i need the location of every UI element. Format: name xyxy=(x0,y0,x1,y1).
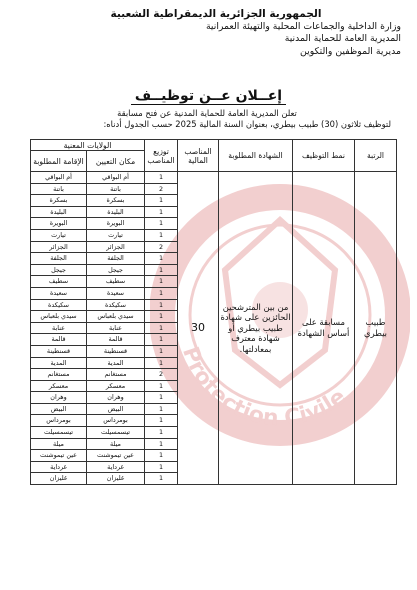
republic-name: الجمهورية الجزائرية الديمقراطية الشعبية xyxy=(110,8,322,20)
assignment-cell: قسنطينة xyxy=(87,345,145,357)
assignment-cell: باتنة xyxy=(87,183,145,195)
distribution-count-cell: 2 xyxy=(145,369,178,381)
residence-cell: مستغانم xyxy=(31,369,87,381)
distribution-count-cell: 1 xyxy=(145,403,178,415)
residence-cell: سطيف xyxy=(31,276,87,288)
residence-cell: جيجل xyxy=(31,264,87,276)
residence-cell: البليدة xyxy=(31,206,87,218)
header-recruitment-mode: نمط التوظيف xyxy=(293,140,355,172)
distribution-count-cell: 1 xyxy=(145,172,178,184)
residence-cell: تيسمسيلت xyxy=(31,427,87,439)
residence-cell: عنابة xyxy=(31,322,87,334)
residence-cell: معسكر xyxy=(31,380,87,392)
distribution-count-cell: 1 xyxy=(145,334,178,346)
distribution-count-cell: 1 xyxy=(145,438,178,450)
announcement-title-text: إعــلان عــن توظيــف xyxy=(131,88,286,105)
assignment-cell: مستغانم xyxy=(87,369,145,381)
residence-cell: باتنة xyxy=(31,183,87,195)
residence-cell: وهران xyxy=(31,392,87,404)
distribution-count-cell: 1 xyxy=(145,427,178,439)
assignment-cell: معسكر xyxy=(87,380,145,392)
residence-cell: الجلفة xyxy=(31,253,87,265)
diploma-cell: من بين المترشحين الحائزين على شهادة طبيب بيطري أو شهادة معترف بمعادلتها. xyxy=(219,172,293,485)
recruitment-mode-cell: مسابقة على أساس الشهادة xyxy=(293,172,355,485)
ministry-name: وزارة الداخلية والجماعات المحلية والتهيئة العمرانية xyxy=(205,20,401,32)
residence-cell: سعيدة xyxy=(31,287,87,299)
distribution-count-cell: 1 xyxy=(145,415,178,427)
assignment-cell: المدية xyxy=(87,357,145,369)
assignment-cell: أم البواقي xyxy=(87,172,145,184)
header-distribution: توزيع المناصب xyxy=(145,140,178,172)
directorate-general: المديرية العامة للحماية المدنية xyxy=(284,33,401,44)
residence-cell: الجزائر xyxy=(31,241,87,253)
residence-cell: بسكرة xyxy=(31,195,87,207)
distribution-count-cell: 1 xyxy=(145,380,178,392)
distribution-count-cell: 1 xyxy=(145,473,178,485)
assignment-cell: غرداية xyxy=(87,461,145,473)
distribution-count-cell: 2 xyxy=(145,183,178,195)
table-row xyxy=(31,172,397,184)
assignment-cell: البويرة xyxy=(87,218,145,230)
distribution-count-cell: 1 xyxy=(145,253,178,265)
residence-cell: ميلة xyxy=(31,438,87,450)
assignment-cell: سعيدة xyxy=(87,287,145,299)
letterhead xyxy=(71,8,401,58)
header-assignment: مكان التعيين xyxy=(87,151,145,172)
recruitment-table xyxy=(30,139,397,485)
residence-cell: البيض xyxy=(31,403,87,415)
distribution-count-cell: 1 xyxy=(145,357,178,369)
directorate-staff: مديرية الموظفين والتكوين xyxy=(300,45,401,57)
distribution-count-cell: 1 xyxy=(145,345,178,357)
assignment-cell: عين تيموشنت xyxy=(87,450,145,462)
assignment-cell: سطيف xyxy=(87,276,145,288)
assignment-cell: عنابة xyxy=(87,322,145,334)
header-financial-posts: المناصب المالية xyxy=(178,140,219,172)
residence-cell: عين تيموشنت xyxy=(31,450,87,462)
assignment-cell: وهران xyxy=(87,392,145,404)
residence-cell: سكيكدة xyxy=(31,299,87,311)
residence-cell: غرداية xyxy=(31,461,87,473)
residence-cell: سيدي بلعباس xyxy=(31,311,87,323)
intro-line-1: تعلن المديرية العامة للحماية المدنية عن فتح مسابقة xyxy=(117,108,297,118)
grade-cell: طبيب بيطري xyxy=(355,172,397,485)
assignment-cell: سيدي بلعباس xyxy=(87,311,145,323)
intro-paragraph xyxy=(17,108,397,130)
assignment-cell: الجلفة xyxy=(87,253,145,265)
distribution-count-cell: 1 xyxy=(145,206,178,218)
assignment-cell: البيض xyxy=(87,403,145,415)
announcement-title xyxy=(0,88,417,104)
distribution-count-cell: 1 xyxy=(145,450,178,462)
intro-line-2: لتوظيف ثلاثون (30) طبيب بيطري، بعنوان السنة المالية 2025 حسب الجدول أدناه: xyxy=(103,119,391,129)
assignment-cell: تيارت xyxy=(87,229,145,241)
header-residence: الإقامة المطلوبة xyxy=(31,151,87,172)
header-diploma: الشهادة المطلوبة xyxy=(219,140,293,172)
distribution-count-cell: 1 xyxy=(145,322,178,334)
distribution-count-cell: 1 xyxy=(145,229,178,241)
assignment-cell: غليزان xyxy=(87,473,145,485)
residence-cell: البويرة xyxy=(31,218,87,230)
residence-cell: أم البواقي xyxy=(31,172,87,184)
residence-cell: قسنطينة xyxy=(31,345,87,357)
distribution-count-cell: 1 xyxy=(145,264,178,276)
distribution-count-cell: 1 xyxy=(145,276,178,288)
distribution-count-cell: 1 xyxy=(145,287,178,299)
header-grade: الرتبة xyxy=(355,140,397,172)
assignment-cell: ميلة xyxy=(87,438,145,450)
assignment-cell: جيجل xyxy=(87,264,145,276)
assignment-cell: الجزائر xyxy=(87,241,145,253)
residence-cell: تيارت xyxy=(31,229,87,241)
financial-posts-cell: 30 xyxy=(178,172,219,485)
assignment-cell: بسكرة xyxy=(87,195,145,207)
distribution-count-cell: 1 xyxy=(145,311,178,323)
distribution-count-cell: 1 xyxy=(145,392,178,404)
watermark-text: Protection Civile xyxy=(177,343,351,432)
residence-cell: قالمة xyxy=(31,334,87,346)
residence-cell: المدية xyxy=(31,357,87,369)
assignment-cell: تيسمسيلت xyxy=(87,427,145,439)
header-wilayas: الولايات المعنية xyxy=(31,140,145,151)
distribution-count-cell: 1 xyxy=(145,195,178,207)
residence-cell: غليزان xyxy=(31,473,87,485)
distribution-count-cell: 1 xyxy=(145,299,178,311)
residence-cell: بومرداس xyxy=(31,415,87,427)
distribution-count-cell: 1 xyxy=(145,218,178,230)
assignment-cell: البليدة xyxy=(87,206,145,218)
distribution-count-cell: 2 xyxy=(145,241,178,253)
assignment-cell: قالمة xyxy=(87,334,145,346)
assignment-cell: بومرداس xyxy=(87,415,145,427)
assignment-cell: سكيكدة xyxy=(87,299,145,311)
distribution-count-cell: 1 xyxy=(145,461,178,473)
